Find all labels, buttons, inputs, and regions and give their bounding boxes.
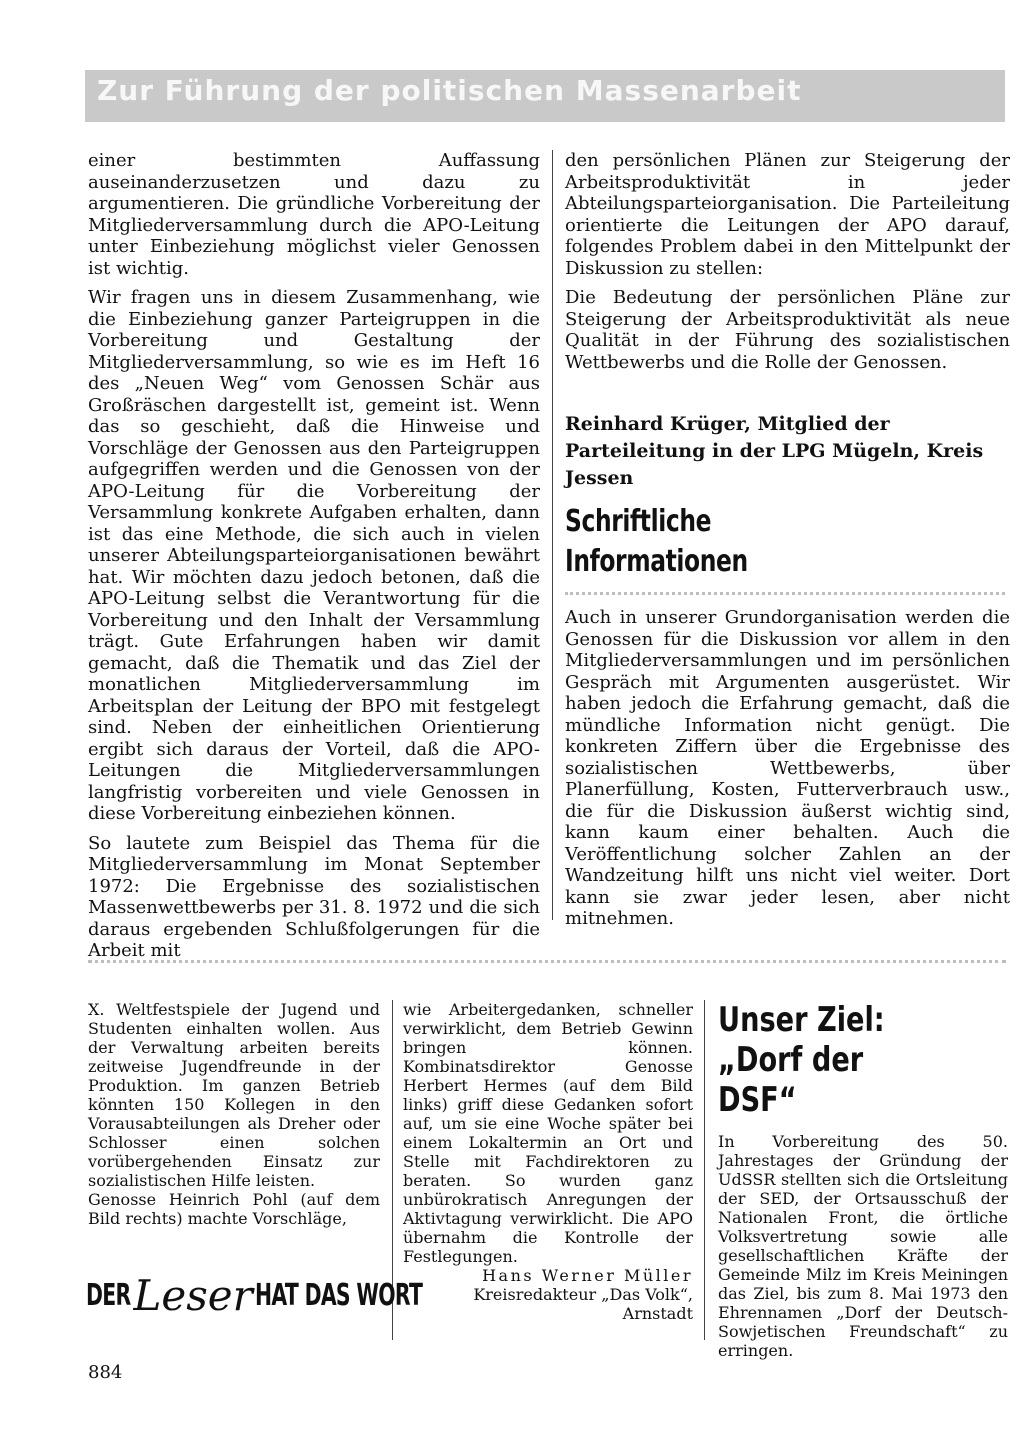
bottom-col1-paragraph-1: X. Weltfestspiele der Jugend und Studenten einhalten wollen. Aus der Verwaltung arbeiten bereits zeitweise Jugendfreunde in der Produktion. Im ganzen Betrieb könnten 150 Kollegen in den Vorausabteilungen als Dreher oder Schlosser einen solchen vorübergehenden Einsatz zur sozialistischen Hilfe leisten. — [88, 1000, 380, 1190]
right-paragraph-2: Die Bedeutung der persönlichen Pläne zur Steigerung der Arbeitsproduktivität als neue Qualität in der Führung des sozialistischen Wettbewerbs und die Rolle der Genossen. — [565, 287, 1010, 373]
bottom-column-3 — [718, 1000, 1008, 1360]
dsf-article-title: Unser Ziel: „Dorf der DSF“ — [718, 1000, 885, 1120]
page-separator-rule — [88, 960, 1006, 963]
bottom-col2-paragraph-1: wie Arbeitergedanken, schneller verwirklicht, dem Betrieb Gewinn bringen können. Kombinatsdirektor Genosse Herbert Hermes (auf dem Bild links) griff diese Gedanken sofort auf, um sie eine Woche später bei einem Lokaltermin an Ort und Stelle mit Fachdirektoren zu beraten. So wurden ganz unbürokratisch Anregungen der Aktivtagung verwirklicht. Die APO übernahm die Kontrolle der Festlegungen. — [403, 1000, 693, 1266]
left-paragraph-2: Wir fragen uns in diesem Zusammenhang, wie die Einbeziehung ganzer Parteigruppen in die Vorbereitung und Gestaltung der Mitgliederversammlung, so wie es im Heft 16 des „Neuen Weg“ vom Genossen Schär aus Großräschen dargestellt ist, gemeint ist. Wenn das so geschieht, daß die Hinweise und Vorschläge der Genossen aus den Parteigruppen aufgegriffen werden und die Genossen von der APO-Leitung für die Vorbereitung der Versammlung konkrete Aufgaben erhalten, dann ist das eine Methode, die sich auch in vielen unserer Abteilungsparteiorganisationen bewährt hat. Wir möchten dazu jedoch betonen, daß die APO-Leitung selbst die Verantwortung für die Vorbereitung und den Inhalt der Versammlung trägt. Gute Erfahrungen haben wir damit gemacht, daß die Thematik und das Ziel der monatlichen Mitgliederversammlung im Arbeitsplan der Leitung der BPO mit festgelegt sind. Neben der einheitlichen Orientierung ergibt sich daraus der Vorteil, daß die APO-Leitungen die Mitgliederversammlungen langfristig vorbereiten und viele Genossen in diese Vorbereitung einbeziehen können. — [88, 287, 540, 824]
informationen-body: Auch in unserer Grundorganisation werden die Genossen für die Diskussion vor allem in den Mitgliederversammlungen und im persönlichen Gespräch mit Argumenten ausgerüstet. Wir haben jedoch die Erfahrung gemacht, daß die mündliche Information nicht genügt. Die konkreten Ziffern über die Ergebnisse des sozialistischen Wettbewerbs, über Planerfüllung, Kosten, Futterverbrauch usw., die für die Diskussion äußerst wichtig sind, kann kaum einer behalten. Auch die Veröffentlichung solcher Zahlen an der Wandzeitung hilft uns nicht viel weiter. Dort kann sie zwar jeder lesen, aber nicht mitnehmen. — [565, 607, 1010, 929]
signature-title: Kreisredakteur „Das Volk“, — [473, 1285, 693, 1304]
page-number: 884 — [88, 1362, 123, 1383]
column-divider-top — [552, 150, 553, 920]
column-divider-bottom-2 — [704, 1000, 705, 1340]
right-column-article — [565, 150, 1010, 930]
bottom-column-1 — [88, 1000, 380, 1228]
section-title: Schriftliche Informationen — [565, 504, 748, 579]
leser-hat-das-wort-logo — [86, 1265, 422, 1325]
left-paragraph-1: einer bestimmten Auffassung auseinanderzusetzen und dazu zu argumentieren. Die gründliche Vorbereitung der Mitgliederversammlung durch die APO-Leitung unter Einbeziehung möglichst vieler Genossen ist wichtig. — [88, 150, 540, 279]
right-paragraph-1: den persönlichen Plänen zur Steigerung der Arbeitsproduktivität in jeder Abteilungsparteiorganisation. Die Parteileitung orientierte die Leitungen der APO darauf, folgendes Problem dabei in den Mittelpunkt der Diskussion zu stellen: — [565, 150, 1010, 279]
section-header-band — [85, 70, 1005, 122]
signature-name: Hans Werner Müller — [482, 1266, 693, 1285]
left-column-article — [88, 150, 540, 962]
logo-leser-script: Leser — [133, 1270, 253, 1320]
section-title-rule — [565, 592, 1005, 595]
signature-place: Arnstadt — [622, 1304, 693, 1323]
author-byline: Reinhard Krüger, Mitglied der Parteileitung in der LPG Mügeln, Kreis Jessen — [565, 413, 984, 489]
logo-hat-das-wort-text: HAT DAS WORT — [254, 1277, 422, 1313]
bottom-col1-paragraph-2: Genosse Heinrich Pohl (auf dem Bild rechts) machte Vorschläge, — [88, 1190, 380, 1228]
logo-der-text: DER — [86, 1277, 131, 1313]
bottom-column-2 — [403, 1000, 693, 1323]
left-paragraph-3: So lautete zum Beispiel das Thema für die Mitgliederversammlung im Monat September 1972: Die Ergebnisse des sozialistischen Massenwettbewerbs per 31. 8. 1972 und die sich daraus ergebenden Schlußfolgerungen für die Arbeit mit — [88, 832, 540, 961]
author-signature — [403, 1266, 693, 1323]
section-header-title: Zur Führung der politischen Massenarbeit — [97, 74, 802, 107]
dsf-article-body: In Vorbereitung des 50. Jahrestages der Gründung der UdSSR stellten sich die Ortsleitung der SED, der Ortsausschuß der Nationalen Front, die örtliche Volksvertretung sowie alle gesellschaftlichen Kräfte der Gemeinde Milz im Kreis Meiningen das Ziel, bis zum 8. Mai 1973 den Ehrennamen „Dorf der Deutsch-Sowjetischen Freundschaft“ zu erringen. — [718, 1132, 1008, 1360]
